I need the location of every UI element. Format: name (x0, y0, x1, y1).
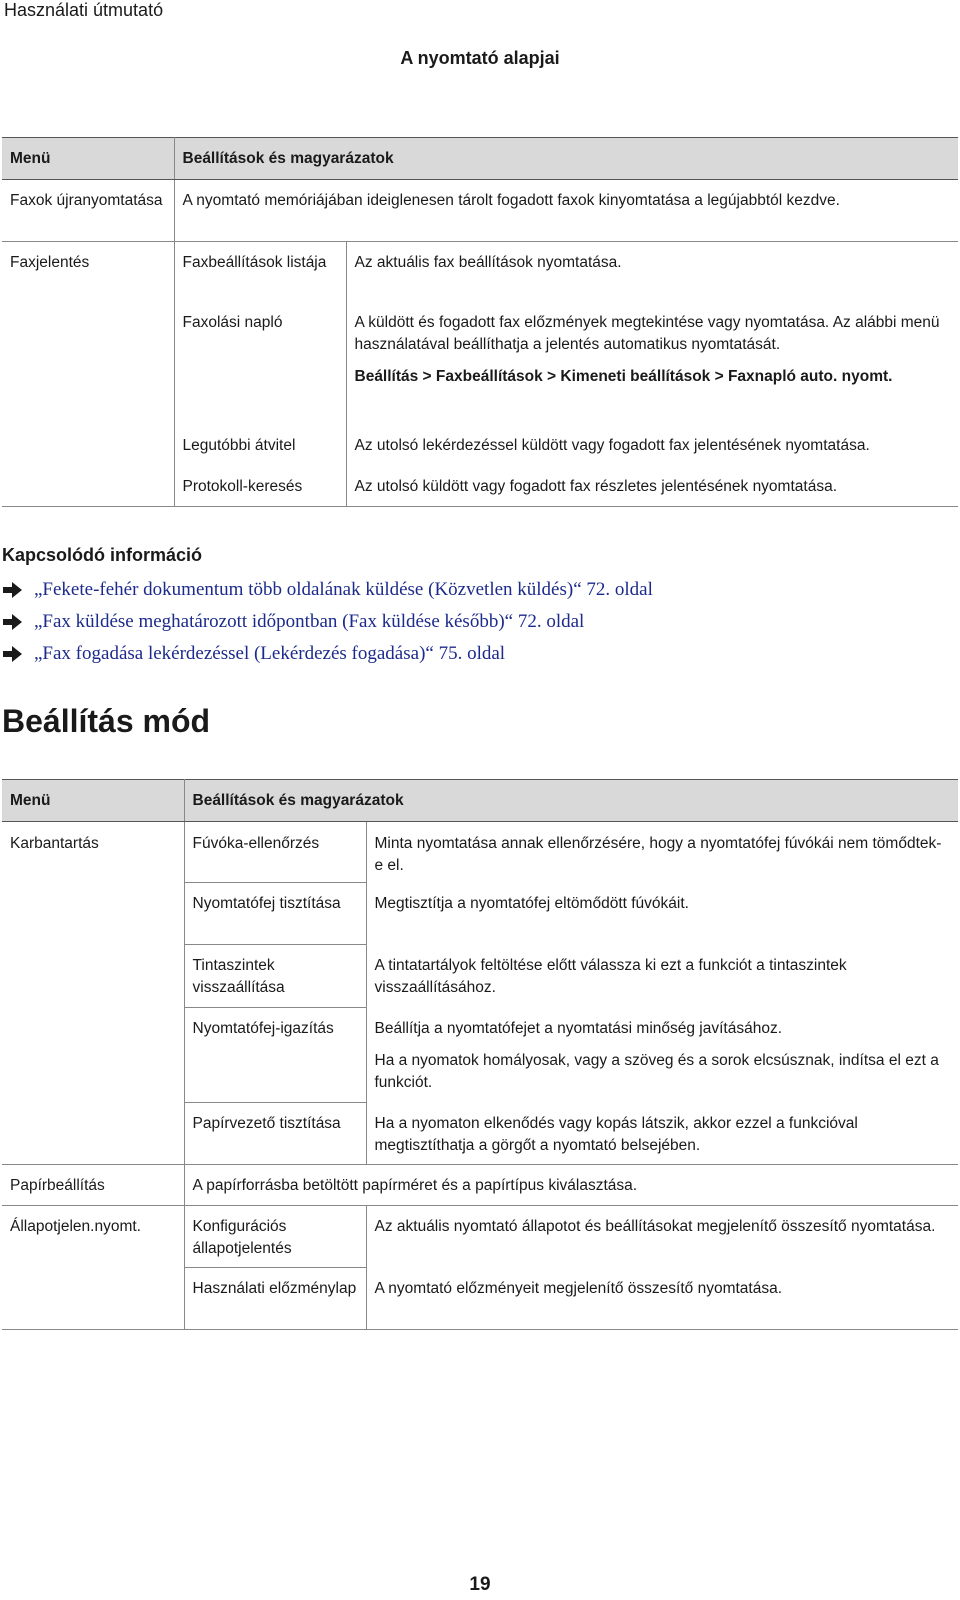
related-link[interactable] (2, 638, 952, 670)
reset-ink-levels-label: Tintaszintek visszaállítása (184, 945, 366, 1008)
arrow-right-icon (2, 644, 24, 664)
menu-maintenance: Karbantartás (2, 822, 184, 1165)
nozzle-check-desc: Minta nyomtatása annak ellenőrzésére, hogy a nyomtatófej fúvókái nem tömődtek-e el. (374, 835, 942, 874)
usage-history-desc: A nyomtató előzményeit megjelenítő összesítő nyomtatása. (366, 1268, 958, 1330)
head-alignment-desc-2: Ha a nyomatok homályosak, vagy a szöveg és a sorok elcsúsznak, indítsa el ezt a funkciót. (374, 1051, 939, 1091)
col-header-settings: Beállítások és magyarázatok (174, 138, 958, 180)
reprint-faxes-desc: A nyomtató memóriájában ideiglenesen tárolt fogadott faxok kinyomtatása a legújabbtól kezdve. (174, 180, 958, 242)
menu-reprint-faxes: Faxok újranyomtatása (2, 180, 174, 242)
head-alignment-cell (366, 1008, 958, 1103)
fax-settings-list-label: Faxbeállítások listája (174, 242, 346, 303)
running-head: Használati útmutató (4, 0, 164, 20)
fax-log-label: Faxolási napló (174, 303, 346, 425)
protocol-trace-label: Protokoll-keresés (174, 466, 346, 507)
page-number: 19 (469, 1574, 491, 1595)
paper-guide-cleaning-label: Papírvezető tisztítása (184, 1103, 366, 1165)
menu-paper-setup: Papírbeállítás (2, 1165, 184, 1206)
menu-status-print: Állapotjelen.nyomt. (2, 1206, 184, 1330)
related-link[interactable] (2, 574, 952, 606)
col-header-settings: Beállítások és magyarázatok (184, 780, 958, 822)
last-transmission-label: Legutóbbi átvitel (174, 425, 346, 466)
col-header-menu: Menü (2, 138, 174, 180)
paper-guide-cleaning-desc: Ha a nyomaton elkenődés vagy kopás látszik, akkor ezzel a funkcióval megtisztíthatja a görgőt a nyomtató belsejében. (366, 1103, 958, 1165)
last-transmission-desc: Az utolsó lekérdezéssel küldött vagy fogadott fax jelentésének nyomtatása. (354, 436, 870, 454)
nozzle-check-label: Fúvóka-ellenőrzés (184, 822, 366, 883)
fax-log-desc: A küldött és fogadott fax előzmények megtekintése vagy nyomtatása. Az alábbi menü használatával beállíthatja a jelentés automatikus nyomtatását. (354, 313, 940, 353)
fax-log-settings-path: Beállítás > Faxbeállítások > Kimeneti beállítások > Faxnapló auto. nyomt. (354, 367, 893, 385)
section-title: A nyomtató alapjai (400, 48, 560, 68)
arrow-right-icon (2, 612, 24, 632)
related-link-text[interactable]: „Fax fogadása lekérdezéssel (Lekérdezés fogadása)“ 75. oldal (34, 643, 506, 664)
setup-mode-heading: Beállítás mód (2, 703, 211, 739)
fax-menu-table (2, 137, 958, 507)
related-link[interactable] (2, 606, 952, 638)
related-info (2, 545, 952, 670)
usage-history-label: Használati előzménylap (184, 1268, 366, 1330)
related-info-title: Kapcsolódó információ (2, 545, 203, 565)
config-status-label: Konfigurációs állapotjelentés (184, 1206, 366, 1268)
setup-menu-table (2, 779, 958, 1330)
menu-fax-report: Faxjelentés (2, 242, 174, 507)
config-status-desc: Az aktuális nyomtató állapotot és beállításokat megjelenítő összesítő nyomtatása. (374, 1218, 936, 1235)
related-link-text[interactable]: „Fax küldése meghatározott időpontban (Fax küldése később)“ 72. oldal (34, 611, 585, 632)
fax-log-cell (346, 303, 958, 425)
paper-setup-desc: A papírforrásba betöltött papírméret és a papírtípus kiválasztása. (184, 1165, 958, 1206)
head-alignment-desc: Beállítja a nyomtatófejet a nyomtatási minőség javításához. (374, 1019, 783, 1037)
reset-ink-levels-desc: A tintatartályok feltöltése előtt válassza ki ezt a funkciót a tintaszintek visszaállításához. (374, 956, 847, 996)
head-cleaning-label: Nyomtatófej tisztítása (184, 883, 366, 945)
protocol-trace-desc: Az utolsó küldött vagy fogadott fax részletes jelentésének nyomtatása. (346, 466, 958, 507)
head-cleaning-desc: Megtisztítja a nyomtatófej eltömődött fúvókáit. (374, 894, 689, 912)
arrow-right-icon (2, 580, 24, 600)
related-link-text[interactable]: „Fekete-fehér dokumentum több oldalának küldése (Közvetlen küldés)“ 72. oldal (34, 579, 653, 600)
fax-settings-list-desc: Az aktuális fax beállítások nyomtatása. (354, 254, 622, 271)
col-header-menu: Menü (2, 780, 184, 822)
head-alignment-label: Nyomtatófej-igazítás (184, 1008, 366, 1103)
